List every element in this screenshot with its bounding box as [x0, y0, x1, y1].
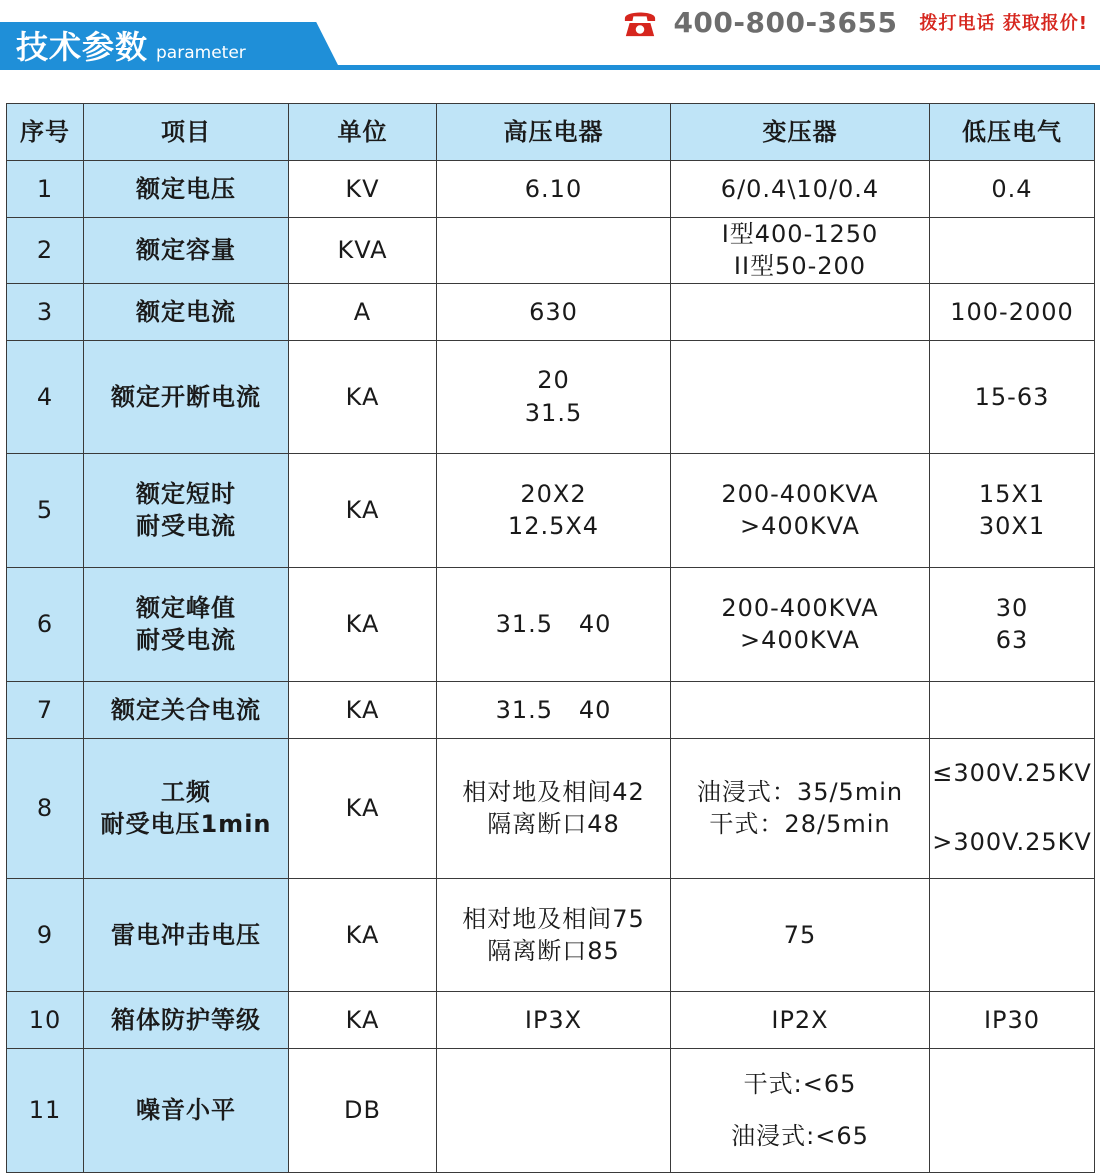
cell-high-voltage [437, 283, 671, 340]
call-to-action[interactable]: 拨打电话 获取报价! [919, 13, 1088, 34]
cell-index: 1 [7, 161, 84, 218]
cell-index: 8 [7, 738, 84, 878]
table-row [7, 991, 1095, 1048]
cell-item [84, 453, 289, 567]
cell-index: 11 [7, 1048, 84, 1172]
hv-line: 相对地及相间75 [462, 904, 645, 933]
cell-unit: KA [289, 991, 437, 1048]
header-low-voltage: 低压电气 [930, 104, 1095, 161]
item-line: 箱体防护等级 [111, 1005, 261, 1034]
cell-transformer [671, 738, 930, 878]
table-row [7, 878, 1095, 991]
tr-line: I型400-1250 [721, 220, 879, 248]
cell-item [84, 681, 289, 738]
tr-line: 200-400KVA [721, 593, 879, 622]
hv-line: 6.10 [524, 174, 583, 203]
item-line: 额定开断电流 [111, 382, 261, 411]
cell-low-voltage [930, 681, 1095, 738]
section-subtitle: parameter [156, 43, 246, 63]
cell-unit: KA [289, 681, 437, 738]
item-line: 额定电流 [136, 297, 236, 326]
header-item: 项目 [84, 104, 289, 161]
header-unit: 单位 [289, 104, 437, 161]
tr-line: >400KVA [740, 512, 860, 541]
item-line: 耐受电流 [136, 626, 236, 655]
item-line: 雷电冲击电压 [111, 920, 261, 949]
tr-line: II型50-200 [733, 252, 867, 281]
cell-index: 9 [7, 878, 84, 991]
hv-line: 12.5X4 [507, 512, 600, 541]
table-row [7, 1048, 1095, 1172]
cell-index: 6 [7, 567, 84, 681]
table-row [7, 681, 1095, 738]
cell-high-voltage [437, 340, 671, 453]
hv-line: 20 [537, 366, 570, 395]
cell-transformer [671, 1048, 930, 1172]
cell-high-voltage [437, 218, 671, 284]
cell-index: 5 [7, 453, 84, 567]
table-row [7, 453, 1095, 567]
header-transformer: 变压器 [671, 104, 930, 161]
cell-high-voltage [437, 161, 671, 218]
cell-low-voltage [930, 340, 1095, 453]
item-line: 额定容量 [136, 236, 236, 265]
section-title [16, 27, 246, 73]
cell-transformer [671, 878, 930, 991]
cell-item [84, 991, 289, 1048]
cell-unit: KA [289, 567, 437, 681]
item-line: 耐受电压1min [100, 810, 272, 839]
lv-line: ≤300V.25KV [932, 758, 1092, 787]
cell-unit: KA [289, 340, 437, 453]
cell-item [84, 283, 289, 340]
cell-unit: KA [289, 878, 437, 991]
cell-transformer [671, 283, 930, 340]
cell-transformer [671, 991, 930, 1048]
cell-item [84, 218, 289, 284]
cell-high-voltage [437, 1048, 671, 1172]
cell-high-voltage [437, 738, 671, 878]
cell-high-voltage [437, 681, 671, 738]
item-line: 噪音小平 [136, 1096, 236, 1125]
cell-high-voltage [437, 991, 671, 1048]
cell-low-voltage [930, 878, 1095, 991]
cell-item [84, 738, 289, 878]
lv-line: 100-2000 [950, 297, 1074, 326]
cell-item [84, 161, 289, 218]
cell-low-voltage [930, 218, 1095, 284]
cell-high-voltage [437, 878, 671, 991]
cell-item [84, 1048, 289, 1172]
cell-unit: KVA [289, 218, 437, 284]
cell-low-voltage [930, 1048, 1095, 1172]
cell-low-voltage [930, 991, 1095, 1048]
cell-low-voltage [930, 161, 1095, 218]
cell-low-voltage [930, 567, 1095, 681]
cell-high-voltage [437, 567, 671, 681]
cell-index: 2 [7, 218, 84, 284]
cell-index: 7 [7, 681, 84, 738]
tr-line: 200-400KVA [721, 479, 879, 508]
contact-bar [621, 4, 1088, 40]
hv-line: 31.5 [524, 398, 583, 427]
lv-line: 0.4 [991, 174, 1033, 203]
item-line: 工频 [161, 777, 211, 806]
table-header-row [7, 104, 1095, 161]
cell-unit: A [289, 283, 437, 340]
cell-unit: KA [289, 453, 437, 567]
cell-unit: DB [289, 1048, 437, 1172]
telephone-icon [621, 5, 659, 39]
hv-line: 31.5 40 [495, 695, 612, 724]
tr-line: 油浸式:<65 [731, 1122, 869, 1151]
hv-line: 630 [529, 297, 578, 326]
table-row [7, 567, 1095, 681]
header-high-voltage: 高压电器 [437, 104, 671, 161]
hv-line: 隔离断口85 [487, 936, 620, 965]
cell-item [84, 567, 289, 681]
item-line: 额定峰值 [136, 593, 236, 622]
item-line: 额定关合电流 [111, 695, 261, 724]
tr-line: >400KVA [740, 626, 860, 655]
tr-line: 75 [783, 920, 817, 949]
item-line: 耐受电流 [136, 512, 236, 541]
item-line: 额定电压 [136, 174, 236, 203]
parameter-table [6, 103, 1095, 1173]
hv-line: 隔离断口48 [487, 810, 620, 839]
lv-line: 15X1 [978, 479, 1046, 508]
cell-transformer [671, 218, 930, 284]
lv-line: 30X1 [978, 512, 1046, 541]
phone-number[interactable]: 400-800-3655 [673, 5, 898, 39]
cell-unit: KA [289, 738, 437, 878]
tr-line: 油浸式：35/5min [696, 777, 904, 806]
tr-line: 干式：28/5min [709, 810, 891, 839]
table-row [7, 283, 1095, 340]
lv-line: >300V.25KV [932, 828, 1092, 857]
hv-line: 20X2 [520, 479, 587, 508]
cell-index: 4 [7, 340, 84, 453]
header-banner [0, 0, 1100, 80]
table-row [7, 218, 1095, 284]
cell-transformer [671, 161, 930, 218]
cell-unit: KV [289, 161, 437, 218]
cell-transformer [671, 340, 930, 453]
cell-transformer [671, 567, 930, 681]
lv-line: IP30 [983, 1005, 1041, 1034]
cell-high-voltage [437, 453, 671, 567]
hv-line: IP3X [524, 1005, 583, 1034]
item-line: 额定短时 [136, 479, 236, 508]
lv-line: 63 [995, 626, 1029, 655]
cell-item [84, 878, 289, 991]
header-index: 序号 [7, 104, 84, 161]
hv-line: 31.5 40 [495, 610, 612, 639]
cell-transformer [671, 453, 930, 567]
cell-low-voltage [930, 453, 1095, 567]
tr-line: IP2X [771, 1005, 829, 1034]
cell-index: 3 [7, 283, 84, 340]
table-row [7, 738, 1095, 878]
cell-item [84, 340, 289, 453]
section-title-text: 技术参数 [16, 28, 149, 66]
lv-line: 30 [995, 593, 1029, 622]
table-row [7, 340, 1095, 453]
tr-line: 干式:<65 [743, 1069, 857, 1098]
cell-low-voltage [930, 738, 1095, 878]
cell-index: 10 [7, 991, 84, 1048]
cell-transformer [671, 681, 930, 738]
cell-low-voltage [930, 283, 1095, 340]
lv-line: 15-63 [974, 382, 1050, 411]
tr-line: 6/0.4\10/0.4 [720, 174, 880, 203]
hv-line: 相对地及相间42 [462, 777, 645, 806]
table-row [7, 161, 1095, 218]
